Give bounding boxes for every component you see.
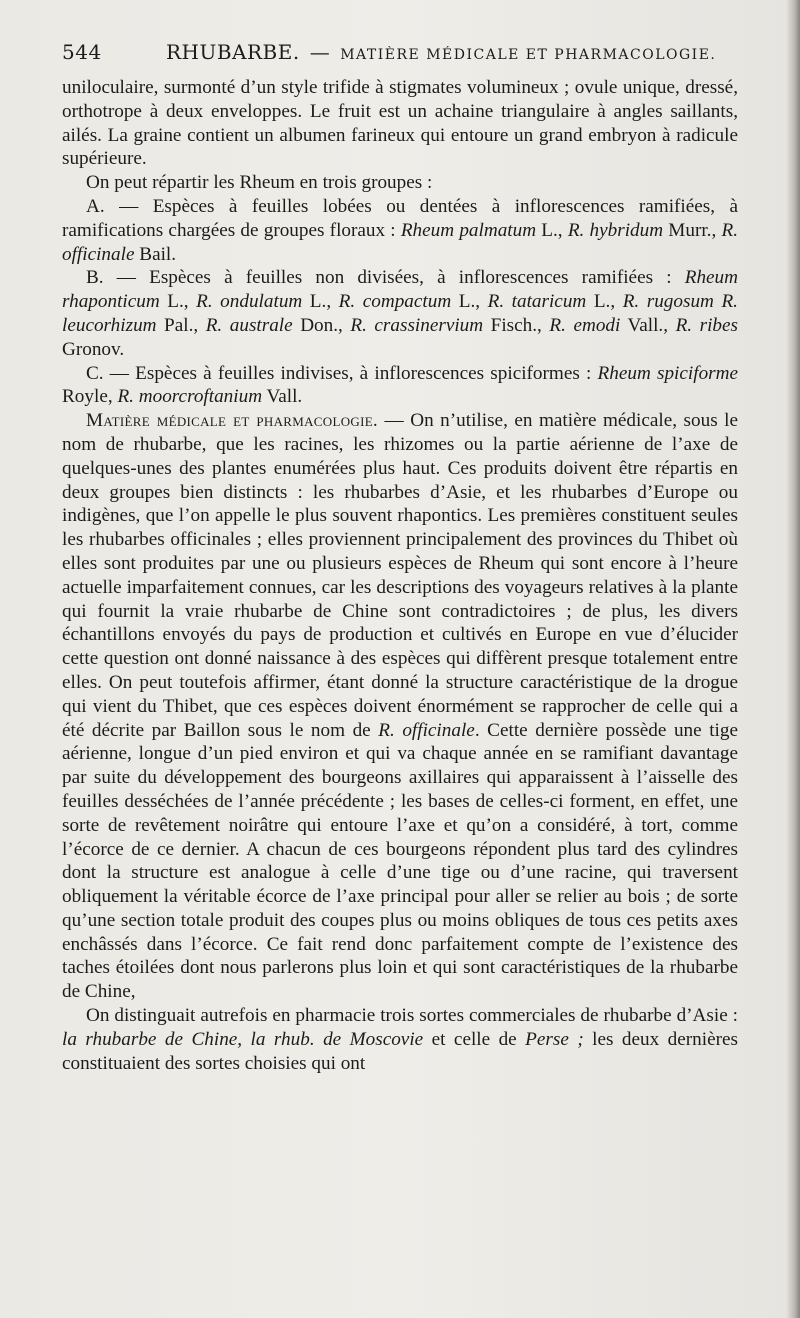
paragraph-groups-intro: On peut répartir les Rheum en trois groupes : [86,172,433,194]
header-separator: — [309,40,331,64]
paragraph-group-c: C. — Espèces à feuilles indivises, à inflorescences spiciformes : Rheum spiciforme Royle, R. moorcroftanium Vall. [62,362,738,408]
paragraph-commercial-sorts: On distinguait autrefois en pharmacie trois sortes commerciales de rhubarbe d’Asie : la rhubarbe de Chine, la rhub. de Moscovie et celle de Perse ; les deux dernières constituaient des sortes choisies qui ont [62,1005,738,1074]
running-subtitle: MATIÈRE MÉDICALE ET PHARMACOLOGIE. [340,47,717,63]
paragraph-matiere-medicale: Matière médicale et pharmacologie. — On n’utilise, en matière médicale, sous le nom de rhubarbe, que les racines, les rhizomes ou la partie aérienne de l’axe de quelques-unes des plantes enumérées plus haut. Ces produits doivent être répartis en deux groupes bien distincts : les rhubarbes d’Asie, et les rhubarbes d’Europe ou indigènes, que l’on appelle le plus souvent rhapontics. Les premières constituent seules les rhubarbes officinales ; elles proviennent principalement des provinces du Thibet où elles sont produites par une ou plusieurs espèces de Rheum qui sont encore à l’heure actuelle imparfaitement connues, car les descriptions des voyageurs relatives à la plante qui fournit la vraie rhubarbe de Chine sont contradictoires ; de plus, les divers échantillons envoyés du pays de production et cultivés en Europe en vue d’élucider cette question ont donné naissance à des espèces qui diffèrent presque totalement entre elles. On peut toutefois affirmer, étant donné la structure caractéristique de la drogue qui vient du Thibet, que ces espèces doivent énormément se rapprocher de celle qui a été décrite par Baillon sous le nom de R. officinale. Cette dernière possède une tige aérienne, longue d’un pied environ et qui va chaque année en se ramifiant davantage par suite du développement des bourgeons axillaires qui apparaissent à l’aisselle des feuilles desséchées de l’année précédente ; les bases de celles-ci forment, en effet, une sorte de revêtement noirâtre qui entoure l’axe et qu’on a considéré, à tort, comme l’écorce de ce dernier. A chacun de ces bourgeons répondent plus tard des cylindres dont la structure est analogue à celle d’une tige ou d’une racine, qui traversent obliquement la véritable écorce de l’axe principal pour aller se relier au bois ; de sorte qu’une section totale produit des coupes plus ou moins obliques de tous ces petits axes enchâssés dans l’écorce. Ce fait rend donc parfaitement compte de l’existence des taches étoilées dont nous parlerons plus loin et qui sont caractéristiques de la rhubarbe de Chine, [62,410,739,1003]
paragraph-group-b: B. — Espèces à feuilles non divisées, à inflorescences ramifiées : Rheum rhaponticum L., R. ondulatum L., R. compactum L., R. tataricum L., R. rugosum R. leucorhizum Pal., R. australe Don., R. crassinervium Fisch., R. emodi Vall., R. ribes Gronov. [62,267,738,360]
section-heading-inline: Matière médicale et pharmacologie. [86,410,379,432]
page-number: 544 [62,40,102,64]
paragraph-continuation: uniloculaire, surmonté d’un style trifide à stigmates volumineux ; ovule unique, dressé, orthotrope à deux enveloppes. Le fruit est un achaine triangulaire à angles saillants, ailés. La graine contient un albumen farineux qui entoure un grand embryon à radicule supérieure. [62,77,738,170]
running-title: RHUBARBE. [166,40,300,64]
body-text [62,76,738,1075]
paragraph-group-a: A. — Espèces à feuilles lobées ou dentées à inflorescences ramifiées, à ramifications chargées de groupes floraux : Rheum palmatum L., R. hybridum Murr., R. officinale Bail. [62,195,739,265]
running-header [62,40,738,70]
page-spine-shadow [786,0,800,1318]
